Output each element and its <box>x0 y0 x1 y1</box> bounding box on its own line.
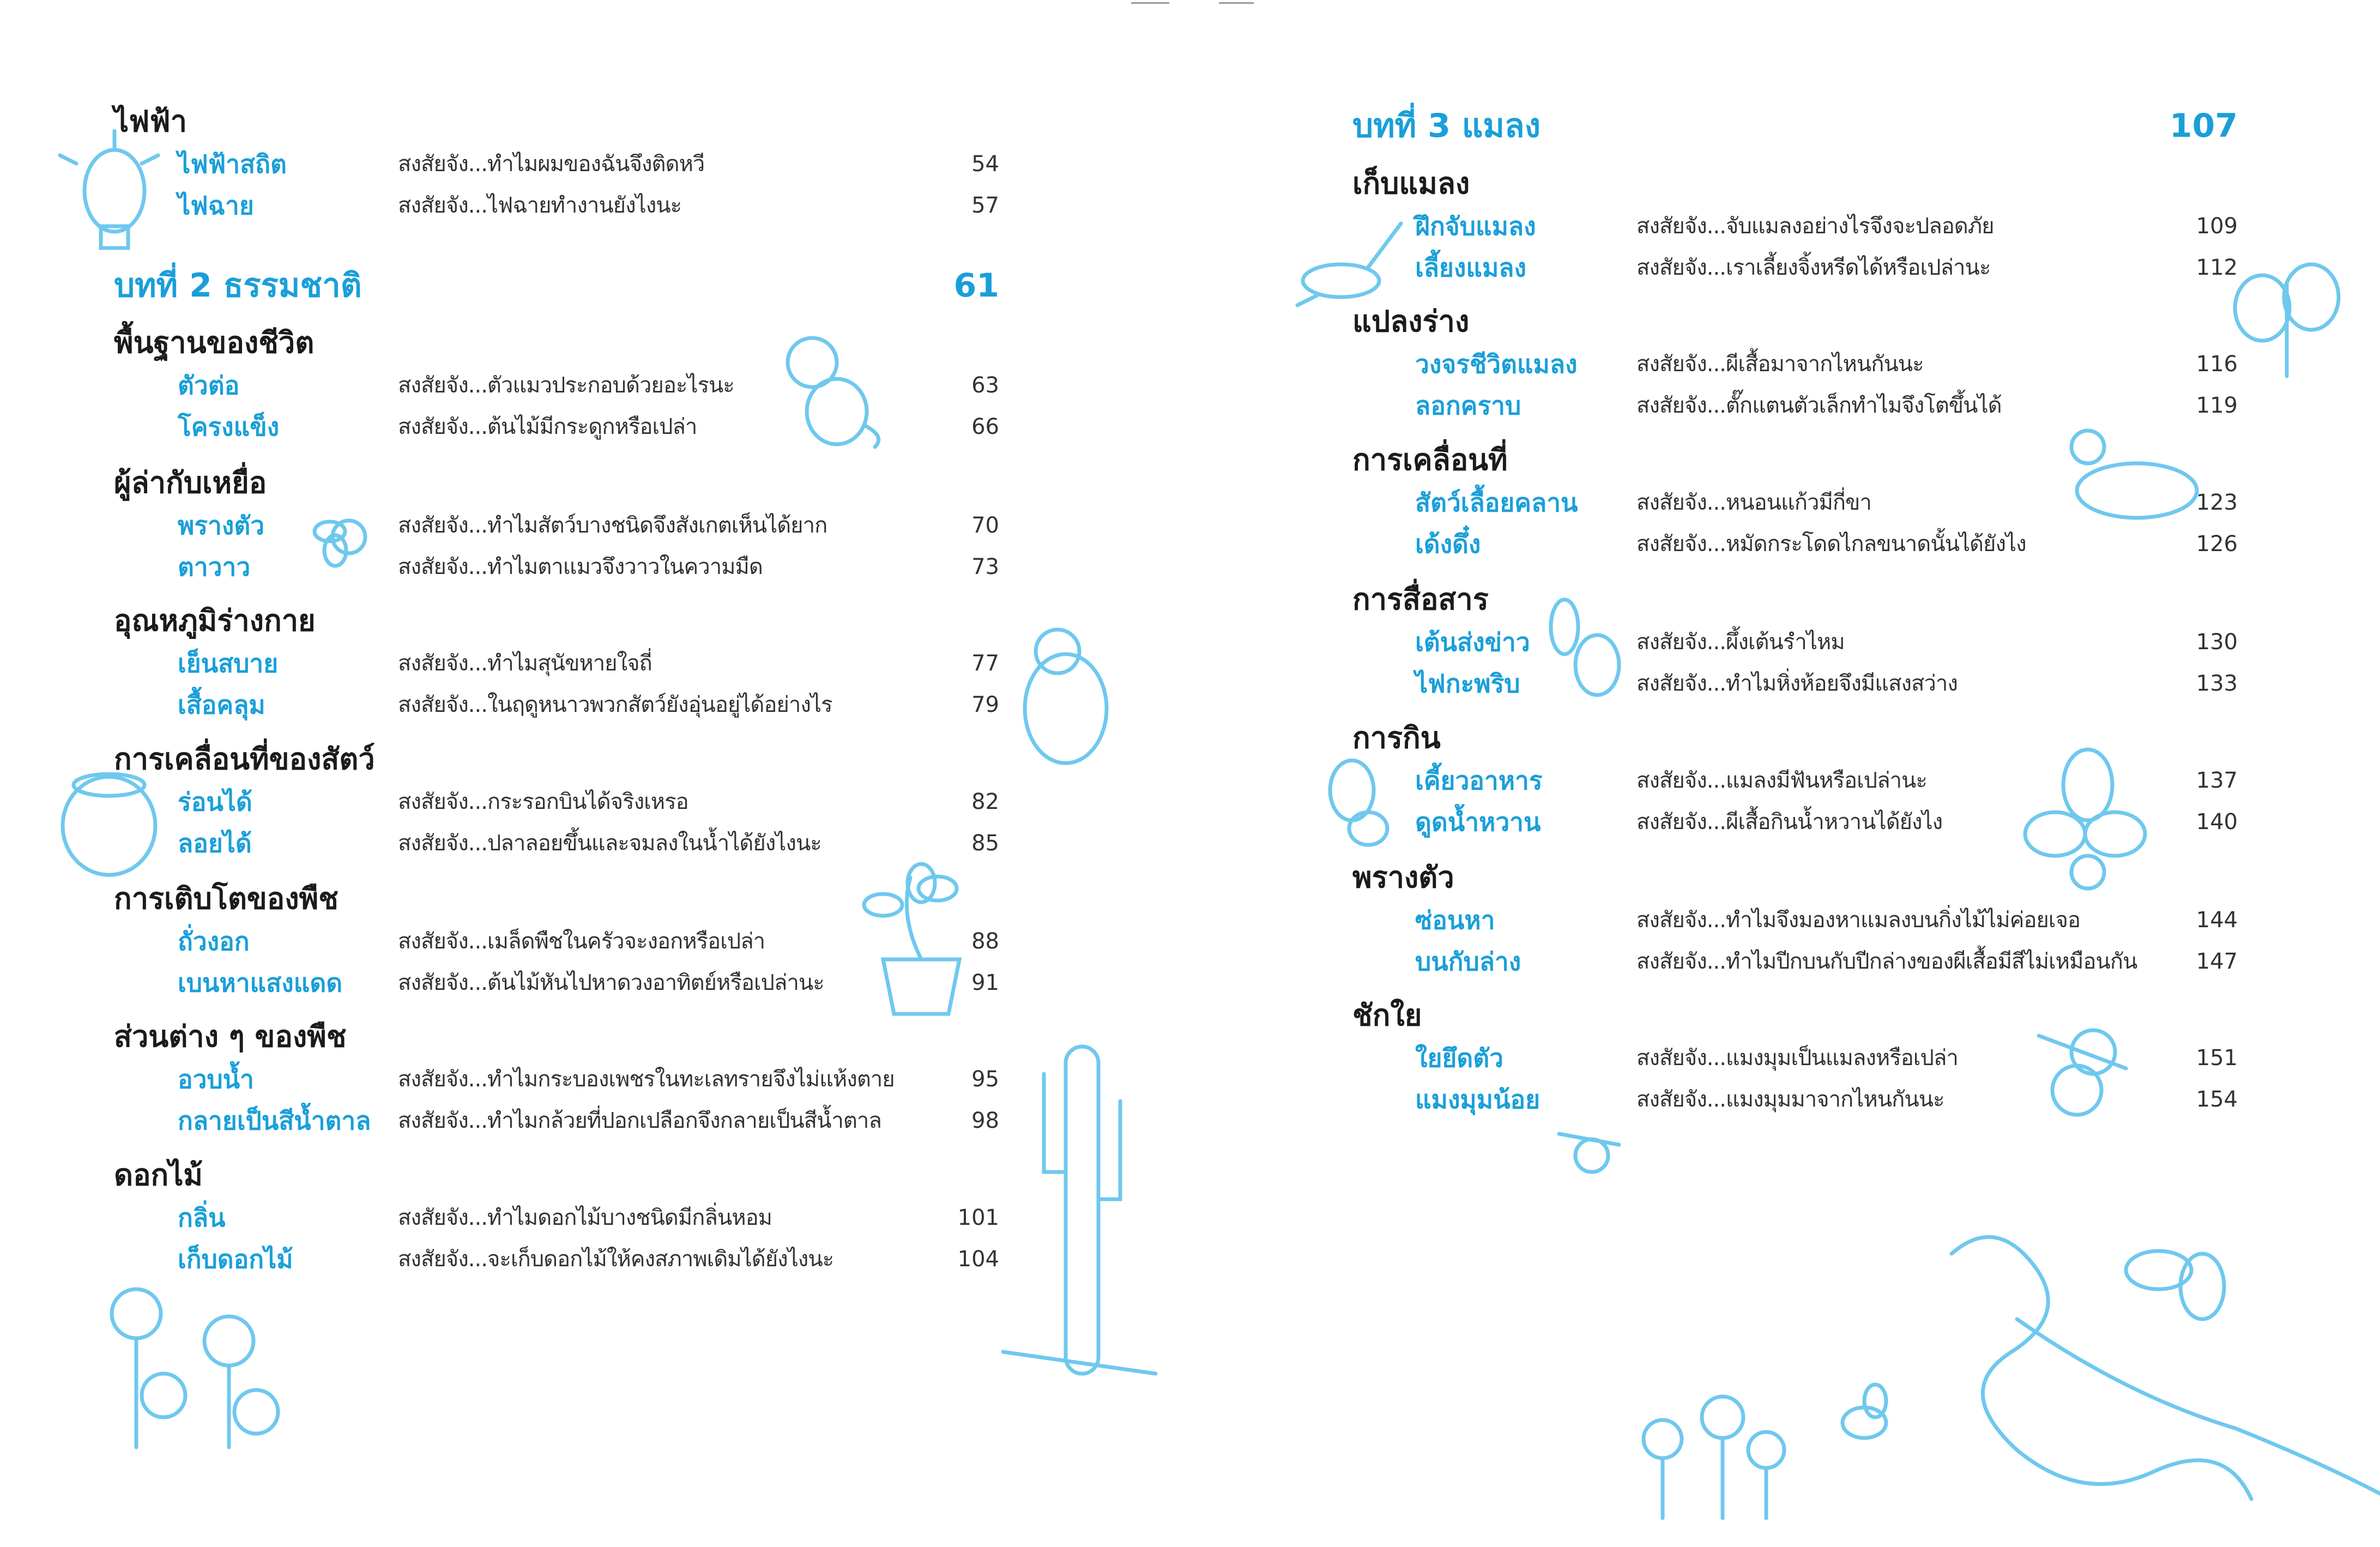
bee-bottom-illustration <box>1843 1385 1886 1438</box>
toc-page-number: 85 <box>971 831 999 856</box>
section-heading: การกิน <box>1352 721 1441 755</box>
section-heading: การเคลื่อนที่ของสัตว์ <box>114 742 375 776</box>
section-heading: ดอกไม้ <box>114 1158 203 1192</box>
toc-topic-link[interactable]: โครงแข็ง <box>178 412 280 442</box>
toc-topic-link[interactable]: บนกับล่าง <box>1415 947 1521 976</box>
toc-page-number: 104 <box>957 1247 999 1272</box>
toc-topic-link[interactable]: เคี้ยวอาหาร <box>1415 766 1543 795</box>
section-heading: ไฟฟ้า <box>114 104 187 138</box>
toc-page-number: 82 <box>971 789 999 814</box>
toc-page-number: 147 <box>2196 949 2238 974</box>
chapter-page-number: 107 <box>2169 107 2238 145</box>
toc-page-number: 144 <box>2196 908 2238 933</box>
penguin-illustration <box>1025 630 1107 763</box>
toc-topic-link[interactable]: ตาวาว <box>178 552 251 582</box>
toc-question: สงสัยจัง...ทำไมกล้วยที่ปอกเปลือกจึงกลายเป็นสีน้ำตาล <box>398 1108 881 1133</box>
toc-page-number: 54 <box>971 152 999 177</box>
toc-question: สงสัยจัง...แมงมุมมาจากไหนกันนะ <box>1636 1087 1944 1112</box>
toc-page-number: 151 <box>2196 1046 2238 1071</box>
toc-page-number: 91 <box>971 970 999 995</box>
section-heading: ส่วนต่าง ๆ ของพืช <box>114 1019 347 1054</box>
toc-question: สงสัยจัง...ทำไมปีกบนกับปีกล่างของผีเสื้อมีสีไม่เหมือนกัน <box>1636 949 2137 974</box>
spider-illustration <box>2039 1030 2126 1115</box>
toc-topic-link[interactable]: ดูดน้ำหวาน <box>1415 807 1541 837</box>
toc-page-number: 130 <box>2196 630 2238 655</box>
toc-question: สงสัยจัง...เมล็ดพืชในครัวจะงอกหรือเปล่า <box>398 929 765 954</box>
toc-question: สงสัยจัง...ทำไมกระบองเพชรในทะเลทรายจึงไม่แห้งตาย <box>398 1067 895 1092</box>
flowers-illustration <box>112 1289 278 1447</box>
toc-question: สงสัยจัง...ทำไมสัตว์บางชนิดจึงสังเกตเห็นได้ยาก <box>398 513 827 538</box>
toc-page-number: 112 <box>2196 255 2238 280</box>
chapter-title[interactable]: บทที่ 2 ธรรมชาติ <box>114 267 362 305</box>
toc-question: สงสัยจัง...แมงมุมเป็นแมลงหรือเปล่า <box>1636 1046 1958 1071</box>
toc-topic-link[interactable]: ซ่อนหา <box>1415 905 1495 935</box>
toc-question: สงสัยจัง...ตัวแมวประกอบด้วยอะไรนะ <box>398 373 734 398</box>
section-heading: พรางตัว <box>1352 860 1454 895</box>
snake-on-branch-illustration <box>1952 1237 2380 1499</box>
fly-illustration <box>315 521 365 566</box>
toc-page-number: 95 <box>971 1067 999 1092</box>
toc-page-number: 79 <box>971 692 999 717</box>
toc-page-number: 137 <box>2196 768 2238 793</box>
toc-topic-link[interactable]: ร่อนได้ <box>178 787 252 817</box>
toc-topic-link[interactable]: เก็บดอกไม้ <box>178 1244 293 1274</box>
section-heading: แปลงร่าง <box>1352 304 1470 339</box>
toc-question: สงสัยจัง...ต้นไม้หันไปหาดวงอาทิตย์หรือเปล่านะ <box>398 970 824 995</box>
chapter-title[interactable]: บทที่ 3 แมลง <box>1352 107 1541 145</box>
toc-question: สงสัยจัง...จะเก็บดอกไม้ให้คงสภาพเดิมได้ยังไงนะ <box>398 1247 834 1272</box>
cat-illustration <box>788 338 879 447</box>
toc-question: สงสัยจัง...ต้นไม้มีกระดูกหรือเปล่า <box>398 414 697 439</box>
toc-topic-link[interactable]: กลายเป็นสีน้ำตาล <box>178 1106 371 1135</box>
section-heading: การเติบโตของพืช <box>114 881 339 916</box>
toc-topic-link[interactable]: ตัวต่อ <box>178 371 240 400</box>
toc-question: สงสัยจัง...ทำไมสุนัขหายใจถี่ <box>398 651 652 676</box>
daisies-illustration <box>1644 1397 1784 1518</box>
bee-illustration <box>1551 600 1619 695</box>
toc-question: สงสัยจัง...จับแมลงอย่างไรจึงจะปลอดภัย <box>1636 214 1994 239</box>
toc-page-number: 73 <box>971 554 999 579</box>
toc-topic-link[interactable]: ไฟฉาย <box>178 191 254 220</box>
toc-topic-link[interactable]: เย็นสบาย <box>178 649 279 678</box>
toc-page-number: 140 <box>2196 809 2238 835</box>
section-heading: การเคลื่อนที่ <box>1352 443 1508 477</box>
section-heading: อุณหภูมิร่างกาย <box>114 603 316 638</box>
butterfly-large-illustration <box>2025 750 2145 889</box>
cricket-illustration <box>1297 223 1401 305</box>
toc-topic-link[interactable]: เสื้อคลุม <box>178 690 265 720</box>
toc-question: สงสัยจัง...หมัดกระโดดไกลขนาดนั้นได้ยังไง <box>1636 531 2026 557</box>
toc-topic-link[interactable]: ไฟกะพริบ <box>1415 669 1520 698</box>
toc-page-number: 101 <box>957 1205 999 1230</box>
section-heading: การสื่อสาร <box>1352 582 1489 617</box>
toc-page-number: 77 <box>971 651 999 676</box>
crop-mark <box>1131 2 1169 4</box>
toc-topic-link[interactable]: เต้นส่งข่าว <box>1415 627 1530 657</box>
toc-topic-link[interactable]: ใยยึดตัว <box>1415 1043 1503 1073</box>
toc-page-number: 57 <box>971 193 999 218</box>
toc-topic-link[interactable]: กลิ่น <box>178 1203 226 1232</box>
light-bulb-illustration <box>60 131 158 248</box>
toc-page-number: 109 <box>2196 214 2238 239</box>
toc-page-number: 154 <box>2196 1087 2238 1112</box>
toc-question: สงสัยจัง...ผีเสื้อกินน้ำหวานได้ยังไง <box>1636 809 1943 835</box>
toc-topic-link[interactable]: พรางตัว <box>178 511 265 540</box>
toc-topic-link[interactable]: ลอกคราบ <box>1415 391 1521 420</box>
toc-question: สงสัยจัง...แมลงมีฟันหรือเปล่านะ <box>1636 768 1927 793</box>
toc-page-number: 66 <box>971 414 999 439</box>
toc-question: สงสัยจัง...ทำไมจึงมองหาแมลงบนกิ่งไม้ไม่ค่อยเจอ <box>1636 908 2080 933</box>
toc-question: สงสัยจัง...ตั๊กแตนตัวเล็กทำไมจึงโตขึ้นได้ <box>1636 393 2002 418</box>
toc-question: สงสัยจัง...ในฤดูหนาวพวกสัตว์ยังอุ่นอยู่ได้อย่างไร <box>398 692 832 717</box>
toc-question: สงสัยจัง...ไฟฉายทำงานยังไงนะ <box>398 193 682 218</box>
toc-question: สงสัยจัง...กระรอกบินได้จริงเหรอ <box>398 789 688 814</box>
toc-question: สงสัยจัง...ผึ้งเต้นรำไหม <box>1636 630 1845 655</box>
toc-question: สงสัยจัง...ผีเสื้อมาจากไหนกันนะ <box>1636 352 1924 377</box>
section-heading: ชักใย <box>1352 998 1422 1032</box>
toc-question: สงสัยจัง...ปลาลอยขึ้นและจมลงในน้ำได้ยังไงนะ <box>398 831 821 856</box>
toc-topic-link[interactable]: ไฟฟ้าสถิต <box>178 149 287 179</box>
cactus-illustration <box>1003 1047 1156 1374</box>
toc-topic-link[interactable]: ลอยได้ <box>178 829 252 858</box>
toc-page-number: 126 <box>2196 531 2238 557</box>
toc-topic-link[interactable]: เด้งดึ๋ง <box>1415 529 1481 559</box>
toc-topic-link[interactable]: วงจรชีวิตแมลง <box>1415 349 1578 379</box>
toc-page-number: 88 <box>971 929 999 954</box>
toc-topic-link[interactable]: ถั่วงอก <box>178 927 250 956</box>
toc-question: สงสัยจัง...หนอนแก้วมีกี่ขา <box>1636 490 1871 515</box>
toc-page-number: 63 <box>971 373 999 398</box>
toc-question: สงสัยจัง...ทำไมหิ่งห้อยจึงมีแสงสว่าง <box>1636 671 1958 696</box>
toc-topic-link[interactable]: สัตว์เลื้อยคลาน <box>1415 488 1578 517</box>
section-heading: พื้นฐานของชีวิต <box>114 325 315 360</box>
fishbowl-illustration <box>63 774 155 875</box>
toc-page-number: 116 <box>2196 352 2238 377</box>
toc-question: สงสัยจัง...ทำไมผมของฉันจึงติดหวี <box>398 152 705 177</box>
butterfly-small-illustration <box>1330 760 1387 845</box>
toc-question: สงสัยจัง...ทำไมตาแมวจึงวาวในความมืด <box>398 554 763 579</box>
toc-page-number: 123 <box>2196 490 2238 515</box>
toc-topic-link[interactable]: แมงมุมน้อย <box>1415 1085 1541 1114</box>
toc-question: สงสัยจัง...ทำไมดอกไม้บางชนิดมีกลิ่นหอม <box>398 1205 772 1230</box>
crop-mark <box>1219 2 1254 4</box>
section-heading: ผู้ล่ากับเหยื่อ <box>114 466 267 500</box>
spider-small-illustration <box>1559 1134 1619 1172</box>
toc-topic-link[interactable]: เบนหาแสงแดด <box>178 968 343 998</box>
toc-question: สงสัยจัง...เราเลี้ยงจิ้งหรีดได้หรือเปล่านะ <box>1636 255 1991 280</box>
toc-page-number: 98 <box>971 1108 999 1133</box>
chapter-page-number: 61 <box>953 267 999 305</box>
toc-topic-link[interactable]: เลี้ยงแมลง <box>1415 253 1526 282</box>
toc-topic-link[interactable]: ฝึกจับแมลง <box>1415 211 1536 241</box>
toc-topic-link[interactable]: อวบน้ำ <box>178 1065 254 1094</box>
toc-page-number: 133 <box>2196 671 2238 696</box>
toc-page-number: 119 <box>2196 393 2238 418</box>
toc-page-number: 70 <box>971 513 999 538</box>
section-heading: เก็บแมลง <box>1352 166 1470 201</box>
butterfly-illustration <box>2235 264 2339 376</box>
